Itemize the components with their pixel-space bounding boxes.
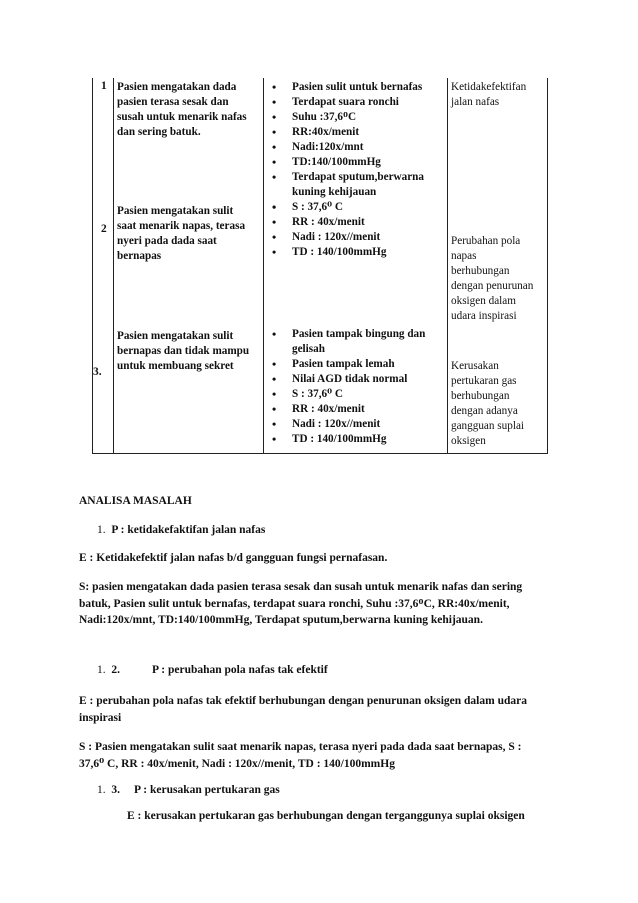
text-line: Perubahan pola bbox=[451, 235, 521, 247]
text-line: Kerusakan bbox=[451, 360, 499, 372]
text-line: Nadi:120x/mnt, TD:140/100mmHg, Terdapat sputum,berwarna kuning kehijauan. bbox=[79, 614, 483, 626]
list-item: • Pasien tampak bingung dan gelisah bbox=[265, 327, 445, 357]
masalah-1 bbox=[451, 80, 546, 110]
list-item: • Terdapat suara ronchi bbox=[265, 95, 445, 110]
text-line: inspirasi bbox=[79, 711, 122, 724]
list-item: • RR : 40x/menit bbox=[265, 215, 445, 230]
text-line: oksigen bbox=[451, 435, 486, 447]
list-item: • Terdapat sputum,berwarna kuning kehijauan bbox=[265, 170, 445, 200]
list-item: • Pasien tampak lemah bbox=[265, 357, 445, 372]
problem-title: P : ketidakefaktifan jalan nafas bbox=[111, 524, 266, 536]
text-line: oksigen dalam bbox=[451, 295, 516, 307]
text-line: S: pasien mengatakan dada pasien terasa sesak dan susah untuk menarik nafas dan sering bbox=[79, 581, 523, 593]
text-line: berhubungan bbox=[451, 265, 510, 277]
list-item: • Nilai AGD tidak normal bbox=[265, 372, 445, 387]
data-objektif-2 bbox=[265, 200, 445, 260]
text-line: E : perubahan pola nafas tak efektif berhubungan dengan penurunan oksigen dalam udara bbox=[79, 695, 527, 707]
data-objektif-3 bbox=[265, 327, 445, 447]
list-number: 1. bbox=[97, 664, 106, 676]
text-line: Pasien mengatakan sulit bbox=[117, 205, 234, 217]
text-line: dengan penurunan bbox=[451, 280, 534, 292]
list-number: 1. bbox=[97, 524, 106, 536]
text-line: pasien terasa sesak dan bbox=[117, 96, 229, 108]
row-number: 3. bbox=[93, 366, 102, 378]
text-line: napas bbox=[451, 250, 477, 262]
list-item: • Suhu :37,6ᴼC bbox=[265, 110, 445, 125]
problem-1-title bbox=[97, 522, 265, 539]
data-subjektif-2 bbox=[117, 204, 262, 264]
sub-number: 3. bbox=[111, 784, 120, 796]
text-line: 37,6⁰ C, RR : 40x/menit, Nadi : 120x//menit, TD : 140/100mmHg bbox=[79, 757, 395, 770]
problem-3-etiologi: E : kerusakan pertukaran gas berhubungan dengan terganggunya suplai oksigen bbox=[127, 810, 525, 822]
table-divider bbox=[263, 78, 264, 453]
data-subjektif-1 bbox=[117, 80, 262, 140]
table-divider bbox=[113, 78, 114, 453]
text-line: nyeri pada dada saat bbox=[117, 235, 217, 247]
problem-title: P : perubahan pola nafas tak efektif bbox=[152, 664, 328, 676]
text-line: bernapas dan tidak mampu bbox=[117, 345, 250, 357]
text-line: berhubungan bbox=[451, 390, 510, 402]
text-line: udara inspirasi bbox=[451, 310, 517, 322]
table-divider bbox=[447, 78, 448, 453]
text-line: Ketidakefektifan bbox=[451, 81, 527, 93]
text-line: jalan nafas bbox=[451, 96, 500, 108]
text-line: dengan adanya bbox=[451, 405, 518, 417]
list-item: • TD:140/100mmHg bbox=[265, 155, 445, 170]
data-subjektif-3 bbox=[117, 329, 262, 374]
diagnosis-table bbox=[92, 78, 548, 454]
list-item: • S : 37,6⁰ C bbox=[265, 387, 445, 402]
problem-2-symptoms bbox=[79, 739, 521, 772]
text-line: S : Pasien mengatakan sulit saat menarik napas, terasa nyeri pada dada saat bernapas, S : bbox=[79, 741, 522, 753]
data-objektif-1 bbox=[265, 80, 445, 215]
problem-2-etiologi bbox=[79, 693, 527, 726]
masalah-2 bbox=[451, 234, 547, 324]
text-line: untuk membuang sekret bbox=[117, 360, 234, 372]
text-line: bernapas bbox=[117, 250, 162, 262]
list-item: • Pasien sulit untuk bernafas bbox=[265, 80, 445, 95]
row-number: 1 bbox=[101, 80, 107, 92]
section-heading: ANALISA MASALAH bbox=[79, 495, 192, 507]
text-line: pertukaran gas bbox=[451, 375, 517, 387]
text-line: batuk, Pasien sulit untuk bernafas, terdapat suara ronchi, Suhu :37,6ᴼC, RR:40x/menit, bbox=[79, 597, 510, 610]
problem-1-symptoms bbox=[79, 579, 522, 629]
text-line: dan sering batuk. bbox=[117, 126, 201, 138]
problem-3-title bbox=[97, 782, 280, 799]
text-line: Pasien mengatakan dada bbox=[117, 81, 237, 93]
row-number: 2 bbox=[101, 223, 107, 235]
problem-2-title bbox=[97, 662, 328, 679]
masalah-3 bbox=[451, 359, 547, 449]
list-item: • Nadi:120x/mnt bbox=[265, 140, 445, 155]
list-item: • RR : 40x/menit bbox=[265, 402, 445, 417]
problem-title: P : kerusakan pertukaran gas bbox=[134, 784, 280, 796]
list-item: • RR:40x/menit bbox=[265, 125, 445, 140]
list-item: • TD : 140/100mmHg bbox=[265, 432, 445, 447]
sub-number: 2. bbox=[111, 664, 120, 676]
text-line: Pasien mengatakan sulit bbox=[117, 330, 234, 342]
problem-1-etiologi: E : Ketidakefektif jalan nafas b/d gangguan fungsi pernafasan. bbox=[79, 552, 388, 564]
list-item: • Nadi : 120x//menit bbox=[265, 230, 445, 245]
text-line: susah untuk menarik nafas bbox=[117, 111, 247, 123]
text-line: saat menarik napas, terasa bbox=[117, 220, 246, 232]
list-item: • TD : 140/100mmHg bbox=[265, 245, 445, 260]
list-item: • Nadi : 120x//menit bbox=[265, 417, 445, 432]
text-line: gangguan suplai bbox=[451, 420, 525, 432]
list-item: • S : 37,6⁰ C bbox=[265, 200, 445, 215]
list-number: 1. bbox=[97, 784, 106, 796]
